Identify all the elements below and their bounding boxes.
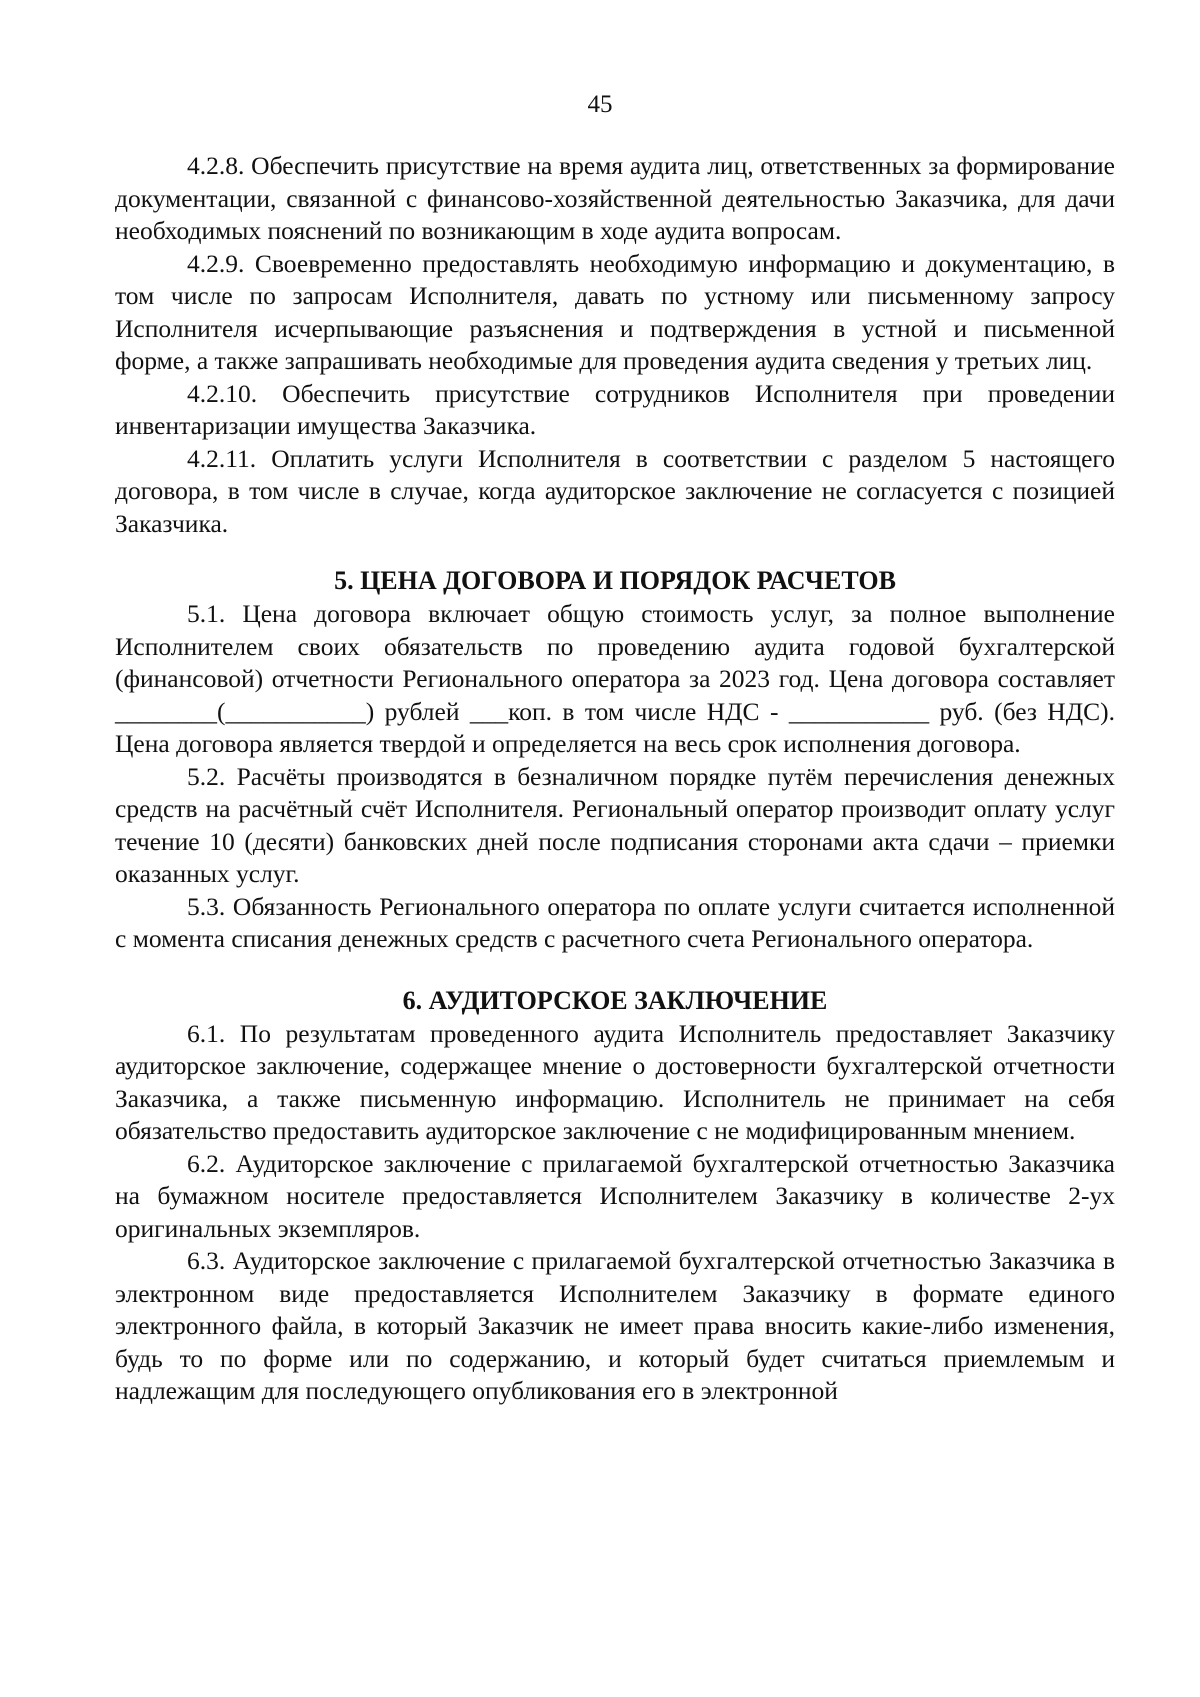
clause-4-2-11: 4.2.11. Оплатить услуги Исполнителя в соответствии с разделом 5 настоящего договора, в том числе в случае, когда аудиторское заключение не согласуется с позицией Заказчика.	[115, 443, 1115, 538]
clause-4-2-10: 4.2.10. Обеспечить присутствие сотрудников Исполнителя при проведении инвентаризации имущества Заказчика.	[115, 378, 1115, 440]
clause-5-3: 5.3. Обязанность Регионального оператора по оплате услуги считается исполненной с момента списания денежных средств с расчетного счета Регионального оператора.	[115, 891, 1115, 953]
clause-6-2: 6.2. Аудиторское заключение с прилагаемой бухгалтерской отчетностью Заказчика на бумажном носителе предоставляется Исполнителем Заказчику в количестве 2-ух оригинальных экземпляров.	[115, 1148, 1115, 1243]
clause-5-2: 5.2. Расчёты производятся в безналичном порядке путём перечисления денежных средств на расчётный счёт Исполнителя. Региональный оператор производит оплату услуг течение 10 (десяти) банковских дней после подписания сторонами акта сдачи – приемки оказанных услуг.	[115, 761, 1115, 888]
clause-5-1: 5.1. Цена договора включает общую стоимость услуг, за полное выполнение Исполнителем своих обязательств по проведению аудита годовой бухгалтерской (финансовой) отчетности Регионального оператора за 2023 год. Цена договора составляет ________(___________) рублей ___коп. в том числе НДС - ___________ руб. (без НДС). Цена договора является твердой и определяется на весь срок исполнения договора.	[115, 599, 1115, 758]
section-5-heading: 5. ЦЕНА ДОГОВОРА И ПОРЯДОК РАСЧЕТОВ	[334, 566, 896, 595]
page-number: 45	[587, 91, 613, 118]
section-6-heading: 6. АУДИТОРСКОЕ ЗАКЛЮЧЕНИЕ	[402, 985, 828, 1015]
page-content	[115, 150, 1115, 1408]
clause-4-2-8: 4.2.8. Обеспечить присутствие на время аудита лиц, ответственных за формирование документации, связанной с финансово-хозяйственной деятельностью Заказчика, для дачи необходимых пояснений по возникающим в ходе аудита вопросам.	[115, 151, 1115, 245]
clause-4-2-9: 4.2.9. Своевременно предоставлять необходимую информацию и документацию, в том числе по запросам Исполнителя, давать по устному или письменному запросу Исполнителя исчерпывающие разъяснения и подтверждения в устной и письменной форме, а также запрашивать необходимые для проведения аудита сведения у третьих лиц.	[115, 248, 1115, 375]
clause-6-1: 6.1. По результатам проведенного аудита Исполнитель предоставляет Заказчику аудиторское заключение, содержащее мнение о достоверности бухгалтерской отчетности Заказчика, а также письменную информацию. Исполнитель не принимает на себя обязательство предоставить аудиторское заключение с не модифицированным мнением.	[115, 1018, 1115, 1145]
clause-6-3: 6.3. Аудиторское заключение с прилагаемой бухгалтерской отчетностью Заказчика в электронном виде предоставляется Исполнителем Заказчику в формате единого электронного файла, в который Заказчик не имеет права вносить какие-либо изменения, будь то по форме или по содержанию, и который будет считаться приемлемым и надлежащим для последующего опубликования его в электронной	[115, 1246, 1115, 1405]
